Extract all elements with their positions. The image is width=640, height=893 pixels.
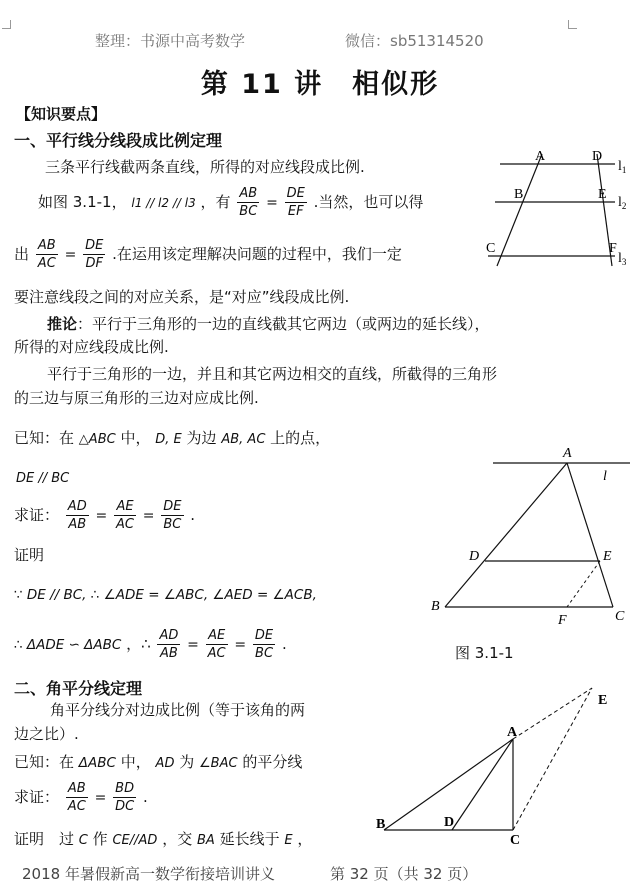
theorem-statement: 三条平行线截两条直线，所得的对应线段成比例. — [45, 158, 365, 176]
figure-angle-bisector — [370, 680, 620, 845]
example-intro: 如图 3.1-1， — [38, 193, 127, 211]
label-E: E — [598, 693, 608, 708]
label-A: A — [507, 725, 518, 740]
fraction-ab-ac-3: $\frac{AB}{AC}$ — [67, 781, 86, 814]
label-E: E — [603, 549, 612, 564]
example-line-2: 出 $\frac{AB}{AC}$ = $\frac{DE}{DF}$ .在运用该定理解决问题的过程中，我们一定 — [14, 238, 402, 271]
header-right: 微信：sb51314520 — [345, 32, 484, 50]
section-2-heading: 二、角平分线定理 — [14, 679, 143, 698]
side-ab — [445, 463, 567, 607]
example-have: ，有 — [200, 193, 231, 211]
label-F: F — [558, 613, 567, 628]
bisector-statement-2: 边之比）. — [14, 725, 79, 743]
label-D: D — [469, 549, 480, 564]
figure-caption: 图 3.1-1 — [455, 644, 514, 662]
crop-mark-top-left — [2, 20, 11, 29]
transversal-left — [497, 154, 542, 266]
label-C: C — [510, 833, 521, 845]
label-E: E — [598, 187, 607, 202]
side-ac — [567, 463, 613, 607]
corollary-line: 推论：平行于三角形的一边的直线截其它两边（或两边的延长线）， — [47, 315, 490, 333]
page-title: 第 11 讲 相似形 — [200, 69, 440, 100]
extension-ae — [513, 688, 592, 739]
fraction-ae-ac-2: $\frac{AE}{AC}$ — [207, 628, 226, 661]
given-parallel: DE // BC — [16, 471, 70, 486]
fraction-ab-bc: $\frac{AB}{BC}$ — [239, 186, 258, 219]
bisector-ad — [452, 739, 513, 830]
dashed-ef — [567, 561, 600, 607]
proof-because-line: ∵ DE // BC, ∴ ∠ADE = ∠ABC, ∠AED = ∠ACB, — [14, 587, 317, 603]
parallel-lines-expression: l1 // l2 // l3 — [131, 196, 196, 210]
label-A: A — [535, 149, 546, 164]
label-B: B — [431, 599, 440, 614]
label-A: A — [563, 446, 572, 461]
fraction-ae-ac: $\frac{AE}{AC}$ — [116, 499, 134, 532]
fraction-de-bc-2: $\frac{DE}{BC}$ — [254, 628, 274, 661]
corollary-line-2: 所得的对应线段成比例. — [14, 338, 169, 356]
label-D: D — [592, 149, 603, 164]
footer-left: 2018 年暑假新高一数学衔接培训讲义 — [22, 865, 275, 883]
header-left: 整理：书源中高考数学 — [95, 32, 246, 50]
label-l2: $l_2$ — [618, 195, 627, 211]
crop-mark-top-right — [568, 20, 577, 29]
label-B: B — [514, 187, 524, 202]
label-l: l — [603, 469, 607, 484]
label-C: C — [486, 241, 496, 256]
example-also: .当然，也可以得 — [313, 193, 424, 211]
corollary-label: 推论 — [47, 315, 78, 333]
fraction-ad-ab-2: $\frac{AD}{AB}$ — [159, 628, 179, 661]
label-l1: $l_1$ — [618, 159, 627, 175]
figure-triangle-de-bc — [425, 440, 635, 630]
label-C: C — [615, 609, 625, 624]
footer-right: 第 32 页（共 32 页） — [330, 865, 478, 883]
given-line: 已知：在 △ABC 中， D, E 为边 AB, AC 上的点， — [14, 429, 331, 447]
label-l3: $l_3$ — [618, 251, 627, 267]
knowledge-heading: 【知识要点】 — [16, 105, 107, 123]
label-F: F — [609, 241, 617, 256]
prove-line-1: 求证： $\frac{AD}{AB}$ = $\frac{AE}{AC}$ = $\frac{DE}{BC}$ . — [14, 499, 196, 532]
fraction-de-df: $\frac{DE}{DF}$ — [85, 238, 104, 271]
similar-statement: 平行于三角形的一边，并且和其它两边相交的直线，所截得的三角形 — [47, 365, 498, 383]
bisector-statement: 角平分线分对边成比例（等于该角的两 — [50, 701, 306, 719]
proof-line-2: 证明 过 C 作 CE//AD ，交 BA 延长线于 E ， — [14, 830, 313, 848]
dashed-ce — [513, 688, 592, 830]
label-D: D — [444, 815, 455, 830]
fraction-ab-ac: $\frac{AB}{AC}$ — [37, 238, 56, 271]
fraction-bd-dc: $\frac{BD}{DC}$ — [115, 781, 135, 814]
fraction-ad-ab: $\frac{AD}{AB}$ — [67, 499, 87, 532]
proof-therefore-line: ∴ ΔADE ∽ ΔABC ，∴ $\frac{AD}{AB}$ = $\frac{AE}{AC}$ = $\frac{DE}{BC}$ . — [14, 628, 287, 661]
similar-statement-2: 的三边与原三角形的三边对应成比例. — [14, 389, 259, 407]
section-1-heading: 一、平行线分线段成比例定理 — [14, 131, 223, 150]
prove-line-2: 求证： $\frac{AB}{AC}$ = $\frac{BD}{DC}$ . — [14, 781, 148, 814]
correspondence-note: 要注意线段之间的对应关系，是“对应”线段成比例. — [14, 288, 350, 306]
fraction-de-bc: $\frac{DE}{BC}$ — [163, 499, 182, 532]
given-line-2: 已知：在 ΔABC 中， AD 为 ∠BAC 的平分线 — [14, 753, 303, 771]
label-B: B — [376, 817, 386, 832]
fraction-de-ef: $\frac{DE}{EF}$ — [286, 186, 305, 219]
proof-label: 证明 — [14, 546, 45, 564]
figure-parallel-lines — [480, 140, 630, 275]
example-line: 如图 3.1-1， l1 // l2 // l3 ，有 $\frac{AB}{BC}$ = $\frac{DE}{EF}$ .当然，也可以得 — [38, 186, 424, 219]
